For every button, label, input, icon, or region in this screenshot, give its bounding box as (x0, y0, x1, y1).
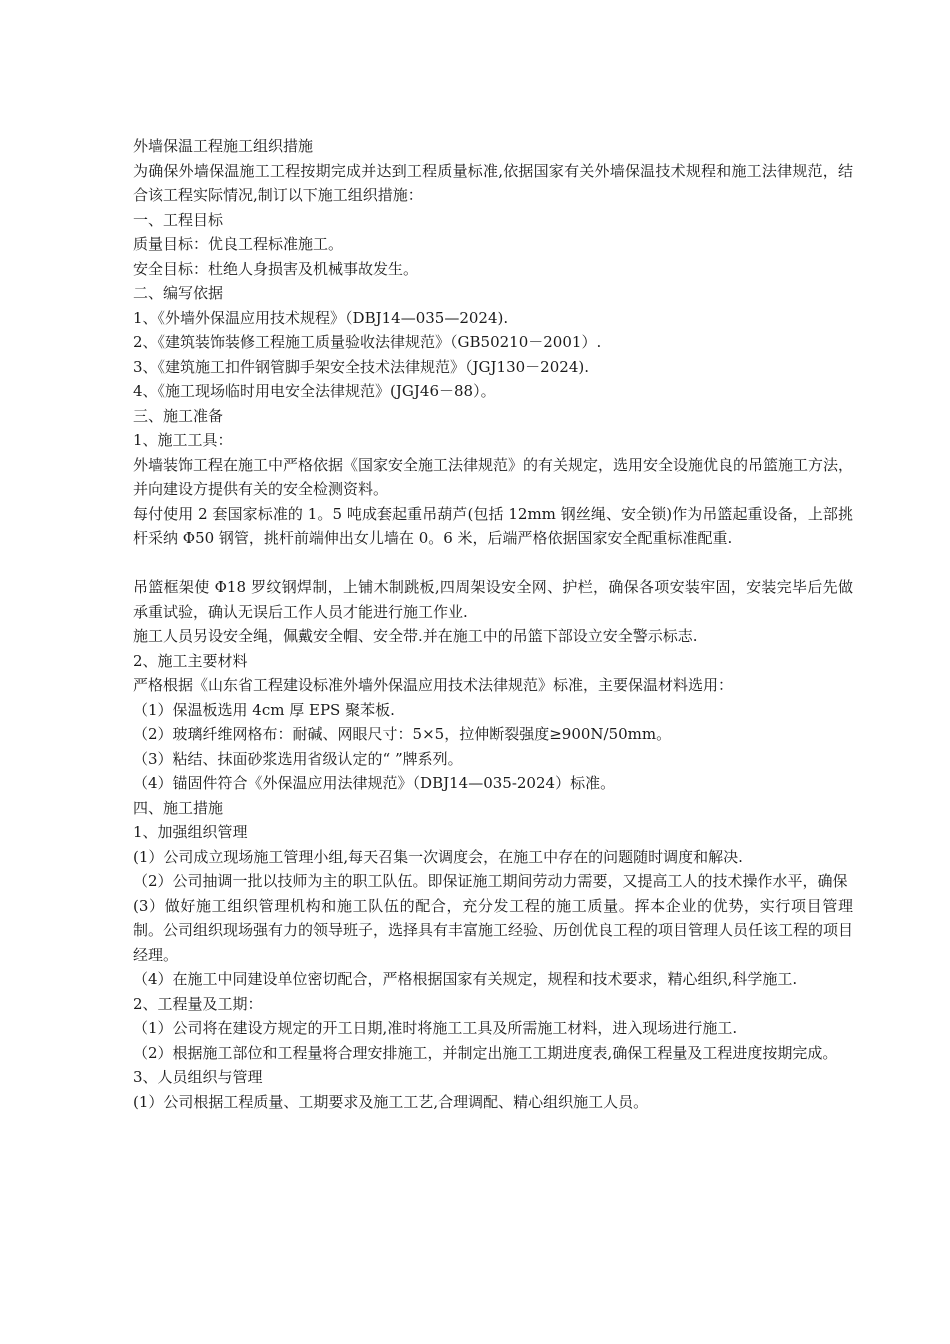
paragraph: （1）保温板选用 4cm 厚 EPS 聚苯板. (133, 700, 395, 719)
document-title: 外墙保温工程施工组织措施 (133, 137, 314, 155)
paragraph: （4）在施工中同建设单位密切配合，严格根据国家有关规定，规程和技术要求，精心组织,科学施工. (133, 970, 798, 988)
paragraph: 外墙装饰工程在施工中严格依据《国家安全施工法律规范》的有关规定，选用安全设施优良的吊篮施工方法，并向建设方提供有关的安全检测资料。 (133, 455, 854, 498)
paragraph: 1、《外墙外保温应用技术规程》（DBJ14—035—2024). (133, 308, 509, 327)
paragraph: 3、人员组织与管理 (133, 1068, 263, 1086)
paragraph: （4）锚固件符合《外保温应用法律规范》（DBJ14—035-2024）标准。 (133, 774, 616, 792)
paragraph: 施工人员另设安全绳，佩戴安全帽、安全带.并在施工中的吊篮下部设立安全警示标志. (133, 627, 698, 645)
paragraph: (3）做好施工组织管理机构和施工队伍的配合，充分发工程的施工质量。挥本企业的优势，实行项目管理制。公司组织现场强有力的领导班子，选择具有丰富施工经验、历创优良工程的项目管理人员任该工程的项目经理。 (133, 896, 854, 964)
paragraph: 1、施工工具： (133, 431, 233, 449)
paragraph (133, 551, 853, 576)
paragraph: 一、工程目标 (133, 210, 224, 229)
paragraph: (1）公司根据工程质量、工期要求及施工工艺,合理调配、精心组织施工人员。 (133, 1092, 649, 1111)
paragraph: 四、施工措施 (133, 798, 224, 817)
paragraph: （3）粘结、抹面砂浆选用省级认定的“ ”牌系列。 (133, 749, 463, 768)
paragraph: （2）根据施工部位和工程量将合理安排施工，并制定出施工工期进度表,确保工程量及工程进度按期完成。 (133, 1043, 838, 1062)
paragraph: 4、《施工现场临时用电安全法律规范》(JGJ46－88）。 (133, 382, 496, 400)
document-body (133, 159, 853, 1115)
paragraph: 安全目标：杜绝人身损害及机械事故发生。 (133, 259, 419, 278)
paragraph: 三、施工准备 (133, 406, 224, 425)
paragraph: 严格根据《山东省工程建设标准外墙外保温应用技术法律规范》标准，主要保温材料选用： (133, 676, 734, 694)
paragraph: 2、《建筑装饰装修工程施工质量验收法律规范》（GB50210－2001）. (133, 333, 602, 351)
paragraph: （2）玻璃纤维网格布：耐碱、网眼尺寸：5×5，拉伸断裂强度≥900N/50mm。 (133, 725, 672, 743)
document-page (133, 134, 853, 1114)
paragraph: 3、《建筑施工扣件钢管脚手架安全技术法律规范》（JGJ130－2024). (133, 357, 589, 376)
paragraph: 吊篮框架使 Φ18 罗纹钢焊制，上铺木制跳板,四周架设安全网、护栏，确保各项安装牢固，安装完毕后先做承重试验，确认无误后工作人员才能进行施工作业. (133, 578, 853, 621)
paragraph: 二、编写依据 (133, 284, 224, 302)
paragraph: 每付使用 2 套国家标准的 1。5 吨成套起重吊葫芦(包括 12mm 钢丝绳、安全锁)作为吊篮起重设备，上部挑杆采纳 Φ50 钢管，挑杆前端伸出女儿墙在 0。6 米，后端严格依据国家安全配重标准配重. (133, 504, 853, 547)
paragraph: (1）公司成立现场施工管理小组,每天召集一次调度会，在施工中存在的问题随时调度和解决. (133, 847, 743, 866)
paragraph: 1、加强组织管理 (133, 823, 248, 841)
paragraph: 2、施工主要材料 (133, 651, 248, 670)
paragraph: 质量目标：优良工程标准施工。 (133, 235, 344, 253)
paragraph: （1）公司将在建设方规定的开工日期,准时将施工工具及所需施工材料，进入现场进行施工. (133, 1019, 738, 1037)
paragraph: 2、工程量及工期： (133, 994, 263, 1013)
paragraph: 为确保外墙保温施工工程按期完成并达到工程质量标准,依据国家有关外墙保温技术规程和施工法律规范，结合该工程实际情况,制订以下施工组织措施： (133, 161, 853, 204)
paragraph: （2）公司抽调一批以技师为主的职工队伍。即保证施工期间劳动力需要，又提高工人的技术操作水平，确保 (133, 872, 848, 890)
